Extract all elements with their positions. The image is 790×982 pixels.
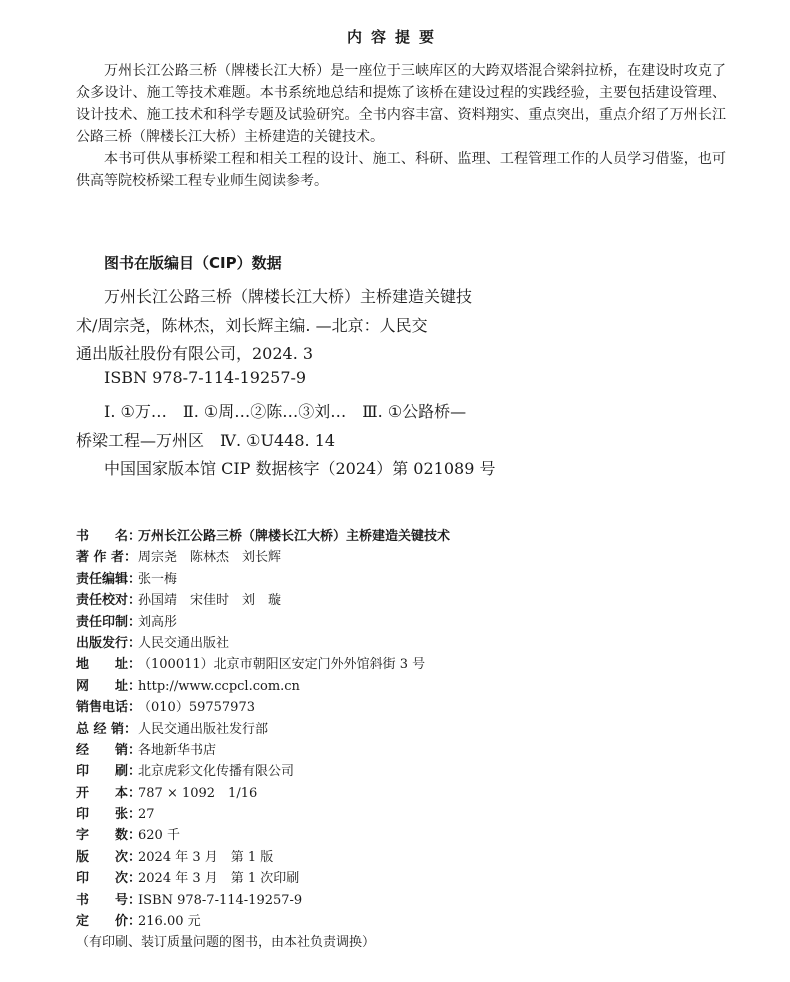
cip-line: ISBN 978-7-114-19257-9	[104, 368, 307, 387]
website-link[interactable]: http://www.ccpcl.com.cn	[138, 678, 300, 694]
colophon-label: 印 刷：	[76, 764, 142, 780]
colophon-value: ISBN 978-7-114-19257-9	[138, 892, 303, 908]
cip-line: 通出版社股份有限公司，2024. 3	[76, 344, 314, 363]
colophon-row	[76, 804, 756, 825]
colophon-row	[76, 911, 756, 932]
colophon-label: 字 数：	[76, 828, 142, 844]
colophon-value: 孙国靖 宋佳时 刘 璇	[138, 593, 282, 609]
cip-line: 术/周宗尧，陈林杰，刘长辉主编. —北京：人民交	[76, 316, 428, 335]
cip-line: 万州长江公路三桥（牌楼长江大桥）主桥建造关键技	[104, 287, 473, 306]
colophon-value: 人民交通出版社发行部	[138, 721, 269, 737]
colophon-value: （010）59757973	[138, 700, 255, 716]
colophon-row	[76, 676, 756, 697]
colophon-row	[76, 633, 756, 654]
colophon-value: 北京虎彩文化传播有限公司	[138, 764, 295, 780]
quality-note: （有印刷、装订质量问题的图书，由本社负责调换）	[76, 935, 376, 951]
colophon-label: 印 张：	[76, 807, 142, 823]
colophon-value: 620 千	[138, 828, 180, 844]
colophon-label: 地 址：	[76, 657, 142, 673]
colophon-row	[76, 740, 756, 761]
colophon-row	[76, 697, 756, 718]
colophon-label: 网 址：	[76, 678, 142, 694]
colophon-row	[76, 590, 756, 611]
colophon-value: 刘高彤	[138, 614, 178, 630]
colophon-label: 版 次：	[76, 849, 142, 865]
colophon-label: 销售电话：	[76, 700, 142, 716]
colophon-value: 万州长江公路三桥（牌楼长江大桥）主桥建造关键技术	[138, 529, 451, 544]
abstract-paragraph: 万州长江公路三桥（牌楼长江大桥）是一座位于三峡库区的大跨双塔混合梁斜拉桥，在建设时攻克了众多设计、施工等技术难题。本书系统地总结和提炼了该桥在建设过程的实践经验，主要包括建设管理、设计技术、施工技术和科学专题及试验研究。全书内容丰富、资料翔实、重点突出，重点介绍了万州长江公路三桥（牌楼长江大桥）主桥建造的关键技术。	[76, 63, 726, 145]
colophon-label: 责任编辑：	[76, 571, 142, 587]
colophon-value: 2024 年 3 月 第 1 版	[138, 849, 274, 865]
colophon-label: 定 价：	[76, 914, 142, 930]
colophon-row	[76, 654, 756, 675]
colophon-value: 周宗尧 陈林杰 刘长辉	[138, 550, 282, 566]
colophon-value: 787 × 1092 1/16	[138, 785, 258, 801]
colophon-row	[76, 547, 756, 568]
colophon-label: 书 号：	[76, 892, 142, 908]
cip-heading: 图书在版编目（CIP）数据	[104, 254, 282, 272]
colophon-label: 责任印制：	[76, 614, 142, 630]
colophon-row	[76, 761, 756, 782]
colophon-label: 印 次：	[76, 871, 142, 887]
cip-line: 中国国家版本馆 CIP 数据核字（2024）第 021089 号	[104, 459, 496, 478]
colophon-value: 各地新华书店	[138, 742, 217, 758]
colophon-value: 2024 年 3 月 第 1 次印刷	[138, 871, 300, 887]
colophon-row	[76, 890, 756, 911]
colophon-label: 责任校对：	[76, 593, 142, 609]
abstract-body	[76, 60, 726, 192]
abstract-title: 内容提要	[346, 28, 443, 46]
colophon-row	[76, 612, 756, 633]
colophon-row	[76, 719, 756, 740]
cip-line: 桥梁工程—万州区 Ⅳ. ①U448. 14	[76, 431, 336, 450]
colophon-row	[76, 825, 756, 846]
colophon-row	[76, 868, 756, 889]
colophon-row	[76, 783, 756, 804]
colophon-row	[76, 569, 756, 590]
colophon	[76, 526, 756, 953]
colophon-value: 人民交通出版社	[138, 635, 230, 651]
abstract-paragraph: 本书可供从事桥梁工程和相关工程的设计、施工、科研、监理、工程管理工作的人员学习借鉴，也可供高等院校桥梁工程专业师生阅读参考。	[76, 151, 726, 189]
colophon-label: 经 销：	[76, 742, 142, 758]
colophon-value: （100011）北京市朝阳区安定门外外馆斜街 3 号	[138, 657, 426, 673]
colophon-label: 出版发行：	[76, 635, 142, 651]
cip-line: Ⅰ. ①万… Ⅱ. ①周…②陈…③刘… Ⅲ. ①公路桥—	[104, 402, 467, 421]
colophon-value: 张一梅	[138, 571, 178, 587]
colophon-label: 开 本：	[76, 785, 142, 801]
colophon-label: 著 作 者：	[76, 550, 138, 566]
colophon-row	[76, 526, 756, 547]
colophon-row	[76, 847, 756, 868]
colophon-label: 总 经 销：	[76, 721, 138, 737]
colophon-value: 27	[138, 807, 155, 823]
colophon-label: 书 名：	[76, 529, 142, 544]
colophon-value: 216.00 元	[138, 914, 201, 930]
